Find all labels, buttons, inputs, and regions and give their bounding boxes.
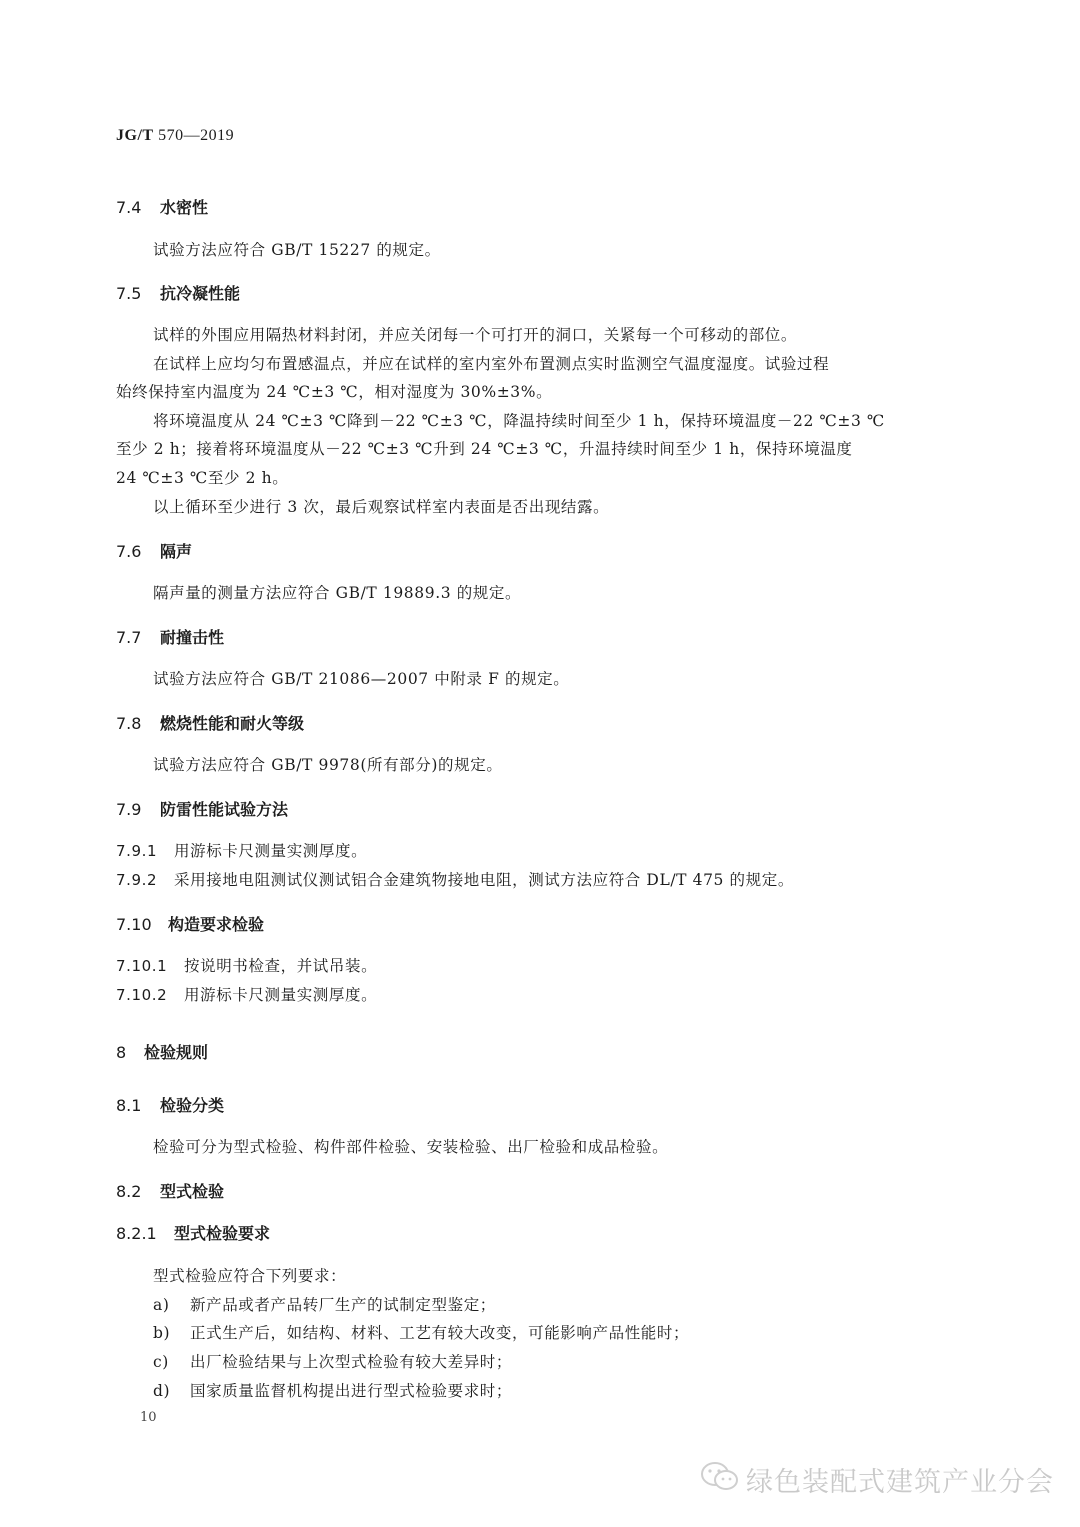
- heading-7-6: 7.6 隔声: [116, 542, 193, 561]
- list-item-b: b) 正式生产后，如结构、材料、工艺有较大改变，可能影响产品性能时；: [153, 1324, 690, 1342]
- heading-8: 8 检验规则: [116, 1043, 209, 1062]
- para-7-5-1: 试样的外围应用隔热材料封闭，并应关闭每一个可打开的洞口，关紧每一个可移动的部位。: [153, 326, 798, 344]
- para-7-5-2a: 在试样上应均匀布置感温点，并应在试样的室内室外布置测点实时监测空气温度湿度。试验过程: [153, 355, 830, 373]
- heading-8-1: 8.1 检验分类: [116, 1096, 225, 1115]
- para-7-5-3a: 将环境温度从 24 ℃±3 ℃降到－22 ℃±3 ℃，降温持续时间至少 1 h，保持环境温度－22 ℃±3 ℃: [153, 412, 885, 430]
- item-7-9-1: 7.9.1 用游标卡尺测量实测厚度。: [116, 842, 368, 860]
- item-7-10-1: 7.10.1 按说明书检查，并试吊装。: [116, 957, 378, 975]
- list-item-d: d) 国家质量监督机构提出进行型式检验要求时；: [153, 1382, 513, 1400]
- heading-7-8: 7.8 燃烧性能和耐火等级: [116, 714, 305, 733]
- para-7-6: 隔声量的测量方法应符合 GB/T 19889.3 的规定。: [153, 584, 522, 602]
- heading-8-2: 8.2 型式检验: [116, 1182, 225, 1201]
- wechat-icon: [700, 1460, 740, 1494]
- heading-8-2-1: 8.2.1 型式检验要求: [116, 1224, 271, 1243]
- heading-7-10: 7.10 构造要求检验: [116, 915, 265, 934]
- watermark-text: 绿色装配式建筑产业分会: [746, 1467, 1054, 1498]
- item-7-10-2: 7.10.2 用游标卡尺测量实测厚度。: [116, 986, 378, 1004]
- heading-7-5: 7.5 抗冷凝性能: [116, 284, 241, 303]
- page-number: 10: [140, 1410, 157, 1425]
- para-7-5-3c: 24 ℃±3 ℃至少 2 h。: [116, 469, 289, 487]
- para-7-4: 试验方法应符合 GB/T 15227 的规定。: [153, 241, 441, 259]
- list-item-c: c) 出厂检验结果与上次型式检验有较大差异时；: [153, 1353, 513, 1371]
- para-7-5-3b: 至少 2 h；接着将环境温度从－22 ℃±3 ℃升到 24 ℃±3 ℃，升温持续时间至少 1 h，保持环境温度: [116, 440, 853, 458]
- para-8-1: 检验可分为型式检验、构件部件检验、安装检验、出厂检验和成品检验。: [153, 1138, 669, 1156]
- para-8-2-1-intro: 型式检验应符合下列要求：: [153, 1267, 347, 1285]
- list-item-a: a) 新产品或者产品转厂生产的试制定型鉴定；: [153, 1296, 496, 1314]
- para-7-5-2b: 始终保持室内温度为 24 ℃±3 ℃，相对湿度为 30%±3%。: [116, 383, 553, 401]
- heading-7-7: 7.7 耐撞击性: [116, 628, 225, 647]
- heading-7-9: 7.9 防雷性能试验方法: [116, 800, 289, 819]
- para-7-5-4: 以上循环至少进行 3 次，最后观察试样室内表面是否出现结露。: [153, 498, 610, 516]
- para-7-7: 试验方法应符合 GB/T 21086—2007 中附录 F 的规定。: [153, 670, 570, 688]
- para-7-8: 试验方法应符合 GB/T 9978(所有部分)的规定。: [153, 756, 503, 774]
- document-code: JG/T 570—2019: [116, 127, 235, 144]
- item-7-9-2: 7.9.2 采用接地电阻测试仪测试铝合金建筑物接地电阻，测试方法应符合 DL/T 475 的规定。: [116, 871, 794, 889]
- heading-7-4: 7.4 水密性: [116, 198, 209, 217]
